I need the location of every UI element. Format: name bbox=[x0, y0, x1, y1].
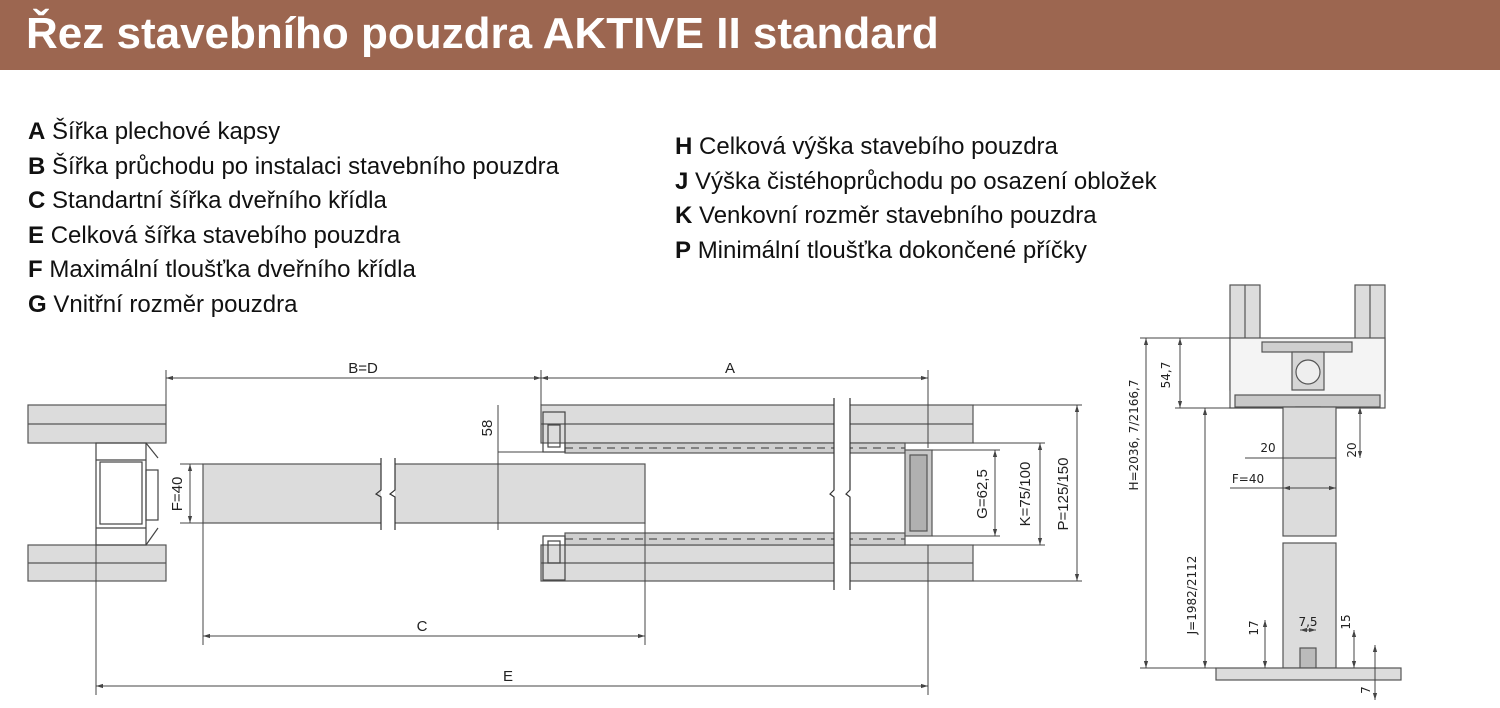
dim-20a-label: 20 bbox=[1260, 441, 1276, 455]
legend-key: C bbox=[28, 187, 46, 215]
legend-key: G bbox=[28, 290, 47, 318]
legend-key: K bbox=[675, 202, 693, 230]
dim-58-label: 58 bbox=[479, 419, 496, 437]
dim-bd-label: B=D bbox=[348, 360, 378, 377]
page-title: Řez stavebního pouzdra AKTIVE II standard bbox=[26, 9, 939, 58]
dim-f-label: F=40 bbox=[169, 476, 186, 512]
legend-key: P bbox=[675, 236, 692, 264]
legend-key: J bbox=[675, 167, 689, 195]
floor-slab bbox=[1216, 668, 1401, 680]
legend-text: Celková výška stavebího pouzdra bbox=[699, 133, 1058, 160]
dim-h-label: H=2036, 7/2166,7 bbox=[1127, 379, 1141, 491]
legend-text: Výška čistéhoprůchodu po osazení obložek bbox=[695, 167, 1157, 195]
dim-20b-label: 20 bbox=[1345, 442, 1359, 458]
legend-text: Šířka průchodu po instalaci stavebního pouzdra bbox=[52, 152, 560, 180]
dim-75-label: 7,5 bbox=[1298, 615, 1318, 629]
legend-text: Celková šířka stavebího pouzdra bbox=[50, 221, 401, 249]
legend-key: E bbox=[28, 221, 45, 249]
pocket-end-profile-inner bbox=[910, 455, 927, 531]
legend-key: A bbox=[28, 118, 46, 145]
dim-a-label: A bbox=[724, 360, 736, 377]
dim-7-label: 7 bbox=[1359, 686, 1373, 694]
door-leaf-upper bbox=[1283, 407, 1336, 536]
legend-text: Standartní šířka dveřního křídla bbox=[52, 187, 387, 215]
dim-15-label: 15 bbox=[1339, 614, 1353, 630]
legend-key: H bbox=[675, 133, 693, 160]
legend-text: Venkovní rozměr stavebního pouzdra bbox=[699, 202, 1097, 230]
dim-c-label: C bbox=[416, 618, 428, 635]
floor-guide bbox=[1300, 648, 1316, 668]
dim-547-label: 54,7 bbox=[1159, 361, 1173, 389]
track-top bbox=[1262, 342, 1352, 352]
dim-k-label: K=75/100 bbox=[1017, 461, 1034, 527]
trolley-wheel bbox=[1296, 360, 1320, 384]
dim-p-label: P=125/150 bbox=[1055, 457, 1072, 531]
legend-key: B bbox=[28, 152, 46, 180]
dim-f-section-label: F=40 bbox=[1231, 472, 1265, 486]
left-jamb-profile bbox=[96, 443, 158, 545]
dim-17-label: 17 bbox=[1247, 620, 1261, 636]
legend-text: Maximální tloušťka dveřního křídla bbox=[49, 256, 416, 284]
legend-text: Minimální tloušťka dokončené příčky bbox=[697, 236, 1087, 264]
legend-text: Vnitřní rozměr pouzdra bbox=[53, 290, 298, 318]
dim-j-label: J=1982/2112 bbox=[1185, 555, 1199, 635]
legend-text: Šířka plechové kapsy bbox=[52, 118, 281, 145]
dim-e-label: E bbox=[502, 668, 514, 685]
header-bottom-profile bbox=[1235, 395, 1380, 407]
legend-key: F bbox=[28, 256, 43, 284]
door-leaf bbox=[203, 464, 645, 523]
dim-g-label: G=62,5 bbox=[974, 469, 991, 519]
